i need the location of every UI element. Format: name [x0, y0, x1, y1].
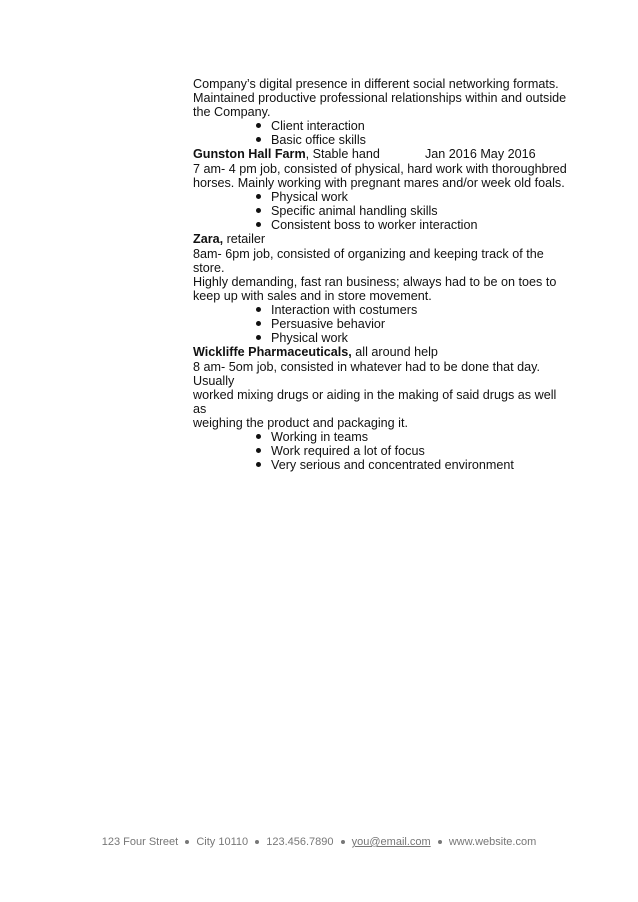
- job-bullets: [193, 303, 573, 345]
- list-item: Physical work: [193, 331, 573, 345]
- intro-line: the Company.: [193, 105, 271, 119]
- job-bullets: [193, 430, 573, 472]
- list-item: Basic office skills: [193, 133, 573, 147]
- job-role: , Stable hand: [305, 147, 380, 161]
- list-item: Very serious and concentrated environment: [193, 458, 573, 472]
- separator-dot-icon: [341, 840, 345, 844]
- bullet-icon: [256, 123, 261, 128]
- resume-content: [193, 77, 573, 472]
- job-heading-wickliffe: [193, 345, 573, 360]
- bullet-icon: [256, 208, 261, 213]
- separator-dot-icon: [438, 840, 442, 844]
- job-dates: Jan 2016 May 2016: [425, 147, 536, 161]
- footer-email-link[interactable]: you@email.com: [351, 836, 431, 848]
- bullet-icon: [256, 307, 261, 312]
- separator-dot-icon: [255, 840, 259, 844]
- job-heading-gunston: [193, 147, 573, 162]
- job-bullets: [193, 190, 573, 232]
- bullet-icon: [256, 321, 261, 326]
- list-item: Interaction with costumers: [193, 303, 573, 317]
- bullet-icon: [256, 448, 261, 453]
- footer-website: www.website.com: [448, 836, 537, 848]
- job-description-line: weighing the product and packaging it.: [193, 416, 408, 430]
- job-description-line: 8 am- 5om job, consisted in whatever had to be done that day. Usually: [193, 360, 541, 388]
- footer-city: City 10110: [196, 836, 249, 848]
- job-description-line: worked mixing drugs or aiding in the making of said drugs as well as: [193, 388, 557, 416]
- bullet-icon: [256, 462, 261, 467]
- list-item: Work required a lot of focus: [193, 444, 573, 458]
- company-name: Wickliffe Pharmaceuticals,: [193, 345, 352, 359]
- job-role: retailer: [223, 232, 266, 246]
- intro-line: Maintained productive professional relationships within and outside: [193, 91, 567, 105]
- intro-line: Company’s digital presence in different social networking formats.: [193, 77, 559, 91]
- separator-dot-icon: [185, 840, 189, 844]
- job-heading-zara: [193, 232, 573, 247]
- list-item: Client interaction: [193, 119, 573, 133]
- footer-address: 123 Four Street: [101, 836, 179, 848]
- job-description-line: 8am- 6pm job, consisted of organizing and keeping track of the store.: [193, 247, 544, 275]
- footer-phone: 123.456.7890: [266, 836, 334, 848]
- page-footer: [0, 836, 638, 848]
- bullet-icon: [256, 434, 261, 439]
- job-description-line: horses. Mainly working with pregnant mares and/or week old foals.: [193, 176, 565, 190]
- bullet-icon: [256, 222, 261, 227]
- company-name: Gunston Hall Farm: [193, 147, 306, 161]
- bullet-icon: [256, 335, 261, 340]
- intro-bullets: [193, 119, 573, 147]
- list-item: Specific animal handling skills: [193, 204, 573, 218]
- bullet-icon: [256, 137, 261, 142]
- job-description-line: Highly demanding, fast ran business; always had to be on toes to: [193, 275, 557, 289]
- list-item: Consistent boss to worker interaction: [193, 218, 573, 232]
- list-item: Persuasive behavior: [193, 317, 573, 331]
- job-description-line: 7 am- 4 pm job, consisted of physical, hard work with thoroughbred: [193, 162, 567, 176]
- list-item: Working in teams: [193, 430, 573, 444]
- job-role: all around help: [351, 345, 438, 359]
- list-item: Physical work: [193, 190, 573, 204]
- company-name: Zara,: [193, 232, 224, 246]
- job-description-line: keep up with sales and in store movement.: [193, 289, 432, 303]
- bullet-icon: [256, 194, 261, 199]
